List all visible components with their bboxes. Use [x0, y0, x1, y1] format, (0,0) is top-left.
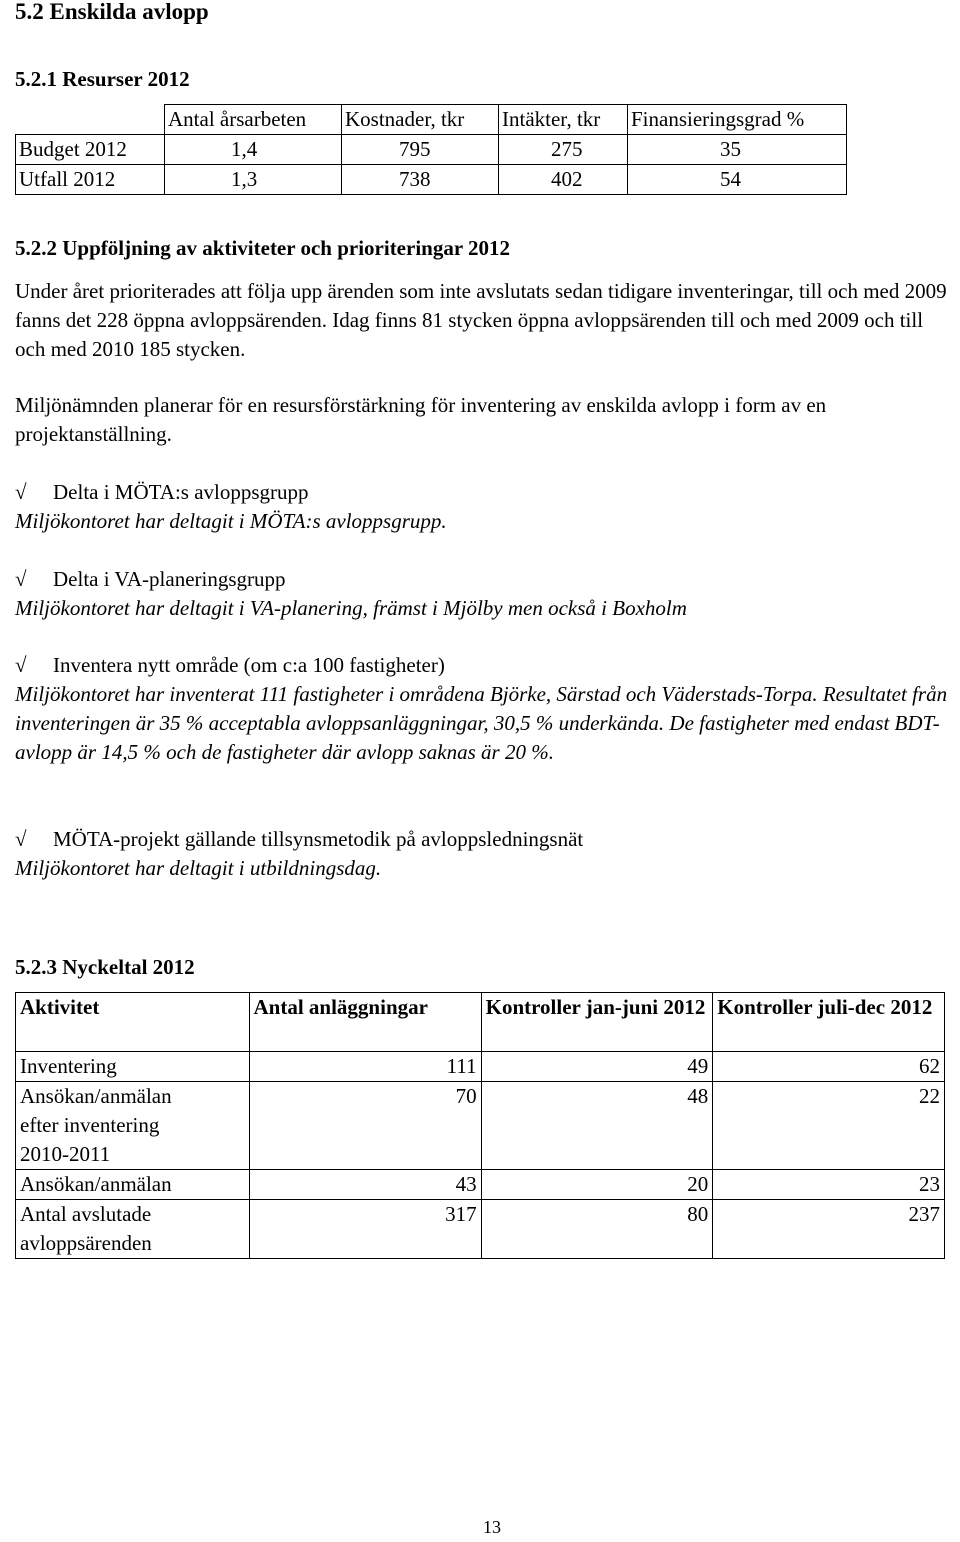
table-header-cell: Kontroller jan-juni 2012 [481, 993, 713, 1052]
table-header-cell: Finansieringsgrad % [628, 105, 847, 135]
table-header-cell: Kontroller juli-dec 2012 [713, 993, 945, 1052]
table-cell: 738 [342, 165, 499, 195]
activity-item [15, 478, 955, 536]
table-row [16, 1200, 945, 1259]
table-cell: 43 [249, 1170, 481, 1200]
activity-note: Miljökontoret har inventerat 111 fastigheter i områdena Björke, Särstad och Väderstads-Torpa. Resultatet från inventeringen är 35 % acceptabla avloppsanläggningar, 30,5 % underkända. De fastigheter med endast BDT-avlopp är 14,5 % och de fastigheter där avlopp saknas är 20 %. [15, 682, 948, 764]
table-row [16, 165, 847, 195]
table-row [16, 1170, 945, 1200]
table-cell: 48 [481, 1082, 713, 1170]
table-cell: 275 [499, 135, 628, 165]
page-number: 13 [483, 1517, 501, 1537]
table-row-label: Utfall 2012 [16, 165, 165, 195]
heading-5-2-1: 5.2.1 Resurser 2012 [15, 67, 190, 91]
table-cell: 795 [342, 135, 499, 165]
table-cell: 35 [628, 135, 847, 165]
heading-5-2-2: 5.2.2 Uppföljning av aktiviteter och prioriteringar 2012 [15, 236, 511, 260]
activity-title: Inventera nytt område (om c:a 100 fastigheter) [53, 653, 445, 677]
table-row [16, 1052, 945, 1082]
table-cell: 54 [628, 165, 847, 195]
table-cell: 317 [249, 1200, 481, 1259]
table-cell: 49 [481, 1052, 713, 1082]
table-cell: 111 [249, 1052, 481, 1082]
activity-item [15, 825, 955, 883]
table-cell: 62 [713, 1052, 945, 1082]
table-cell: 22 [713, 1082, 945, 1170]
table-header-row [16, 993, 945, 1052]
heading-5-2-3: 5.2.3 Nyckeltal 2012 [15, 955, 195, 979]
activity-title: Delta i MÖTA:s avloppsgrupp [53, 480, 309, 504]
table-cell: 20 [481, 1170, 713, 1200]
table-row-label: Budget 2012 [16, 135, 165, 165]
table-header-row [16, 105, 847, 135]
resurser-table [15, 104, 847, 195]
table-row [16, 135, 847, 165]
table-row [16, 1082, 945, 1170]
table-header-cell: Antal anläggningar [249, 993, 481, 1052]
table-corner-cell [16, 105, 165, 135]
paragraph-resursforstarkning: Miljönämnden planerar för en resursförstärkning för inventering av enskilda avlopp i form av en projektanställning. [15, 393, 827, 446]
check-icon: √ [15, 827, 27, 851]
table-row-label: Antal avslutade avloppsärenden [16, 1200, 250, 1259]
activity-title: Delta i VA-planeringsgrupp [53, 567, 286, 591]
table-cell: 1,4 [165, 135, 342, 165]
table-cell: 237 [713, 1200, 945, 1259]
paragraph-prioriteringar: Under året prioriterades att följa upp ärenden som inte avslutats sedan tidigare inventeringar, till och med 2009 fanns det 228 öppna avloppsärenden. Idag finns 81 stycken öppna avloppsärenden till och med 2009 och till och med 2010 185 stycken. [15, 279, 947, 361]
heading-5-2: 5.2 Enskilda avlopp [15, 0, 209, 24]
nyckeltal-table [15, 992, 945, 1259]
table-cell: 1,3 [165, 165, 342, 195]
check-icon: √ [15, 653, 27, 677]
table-cell: 70 [249, 1082, 481, 1170]
activity-item [15, 565, 955, 623]
activity-note: Miljökontoret har deltagit i MÖTA:s avloppsgrupp. [15, 509, 447, 533]
table-cell: 402 [499, 165, 628, 195]
activity-note: Miljökontoret har deltagit i VA-planering, främst i Mjölby men också i Boxholm [15, 596, 687, 620]
table-header-cell: Intäkter, tkr [499, 105, 628, 135]
activity-item [15, 651, 955, 767]
activity-note: Miljökontoret har deltagit i utbildningsdag. [15, 856, 382, 880]
table-cell: 80 [481, 1200, 713, 1259]
table-row-label: Inventering [16, 1052, 250, 1082]
table-header-cell: Antal årsarbeten [165, 105, 342, 135]
table-header-cell: Aktivitet [16, 993, 250, 1052]
activity-title: MÖTA-projekt gällande tillsynsmetodik på avloppsledningsnät [53, 827, 584, 851]
check-icon: √ [15, 480, 27, 504]
table-cell: 23 [713, 1170, 945, 1200]
table-row-label: Ansökan/anmälan [16, 1170, 250, 1200]
table-header-cell: Kostnader, tkr [342, 105, 499, 135]
table-row-label: Ansökan/anmälan efter inventering 2010-2011 [16, 1082, 250, 1170]
check-icon: √ [15, 567, 27, 591]
